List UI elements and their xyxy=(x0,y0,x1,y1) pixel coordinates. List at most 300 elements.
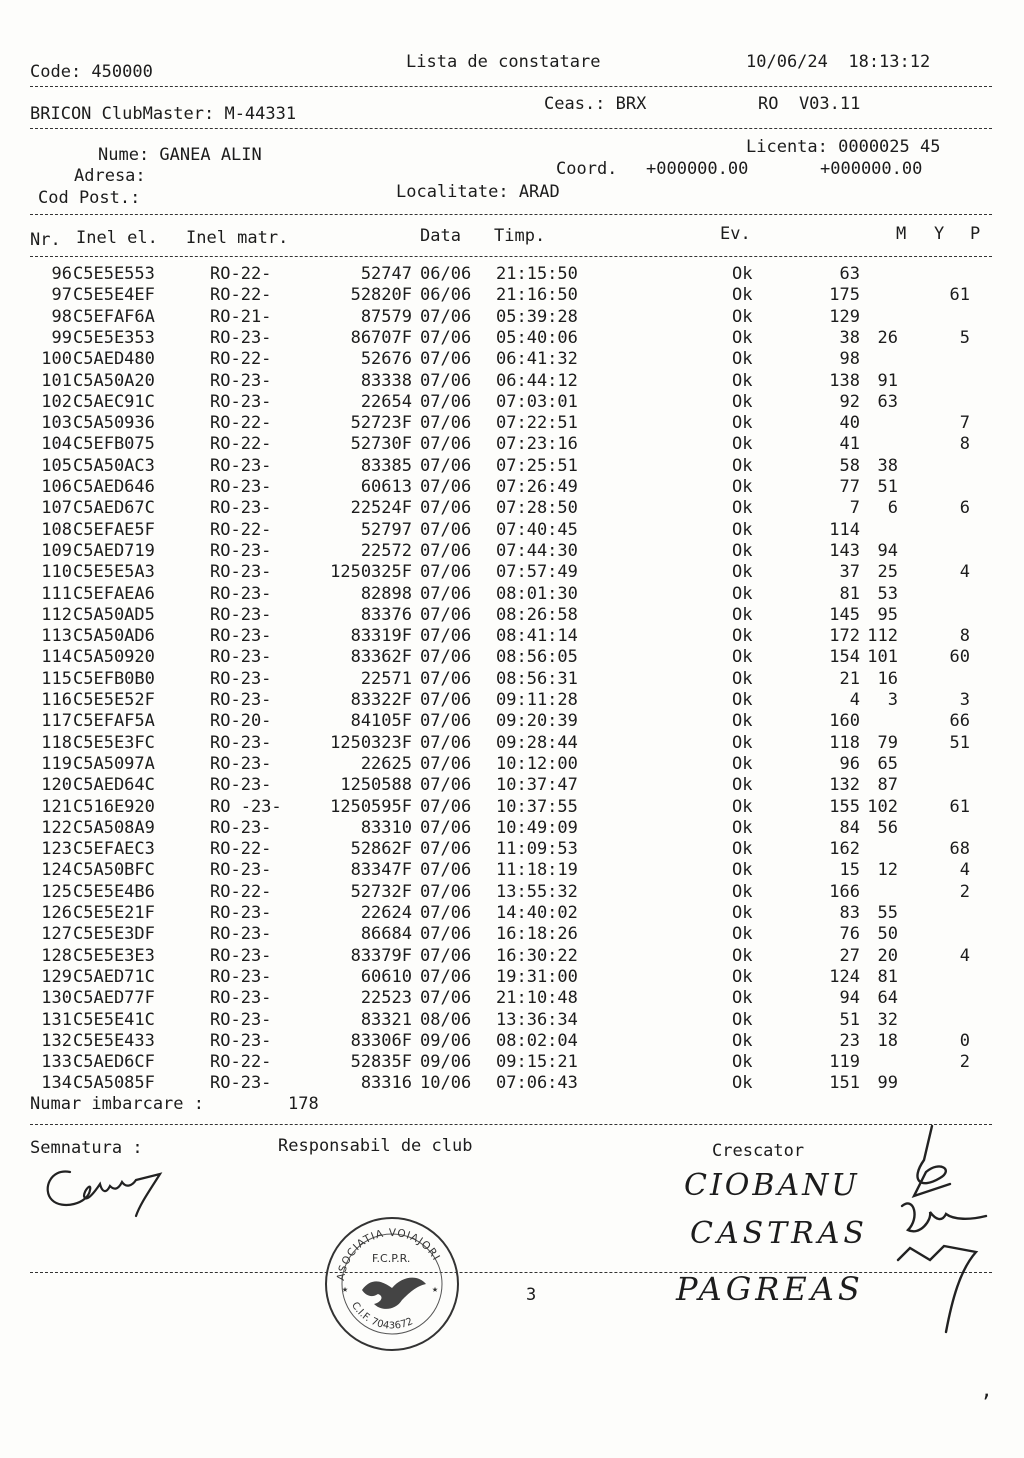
cell-date: 07/06 xyxy=(420,349,472,370)
boarded-count-label: Numar imbarcare : xyxy=(30,1094,204,1114)
table-row xyxy=(0,285,1024,306)
table-row xyxy=(0,349,1024,370)
cell-num: 83322F xyxy=(350,690,412,710)
cell-m: 96 xyxy=(839,753,860,774)
coord-x: +000000.00 xyxy=(646,159,749,179)
table-row xyxy=(0,690,1024,711)
cell-el: C5AED67C xyxy=(73,498,155,519)
cell-y: 112 xyxy=(867,626,898,647)
cell-ev: Ok xyxy=(732,562,753,583)
cell-el: C5A50A20 xyxy=(73,370,155,391)
table-row xyxy=(0,371,1024,392)
cell-m: 118 xyxy=(829,732,860,753)
cell-time: 08:56:05 xyxy=(496,647,578,668)
cell-date: 07/06 xyxy=(420,562,472,583)
table-row xyxy=(0,754,1024,775)
cell-m: 37 xyxy=(839,562,860,583)
cell-date: 07/06 xyxy=(420,817,472,838)
cell-m: 160 xyxy=(829,711,860,732)
table-row xyxy=(0,307,1024,328)
cell-date: 09/06 xyxy=(420,1030,472,1051)
cell-nr: 126 xyxy=(41,903,72,923)
cell-num: 52862F xyxy=(350,839,412,860)
cell-el: C5A50AD5 xyxy=(73,604,155,625)
cell-time: 09:28:44 xyxy=(496,732,578,753)
cell-nr: 100 xyxy=(41,349,72,370)
cell-m: 98 xyxy=(839,349,860,370)
address-label: Adresa: xyxy=(74,166,146,186)
cell-num: 1250323F xyxy=(330,732,412,753)
cell-y: 65 xyxy=(877,753,898,774)
cell-nr: 106 xyxy=(41,477,72,497)
cell-date: 07/06 xyxy=(420,647,472,668)
cell-y: 94 xyxy=(877,540,898,561)
cell-ro: RO-23- xyxy=(210,945,272,966)
cell-m: 77 xyxy=(839,477,860,497)
col-header-nr: Nr. xyxy=(30,230,61,250)
cell-y: 56 xyxy=(877,817,898,838)
cell-num: 83310 xyxy=(360,817,412,838)
cell-el: C5E5E353 xyxy=(73,327,155,348)
cell-ev: Ok xyxy=(732,860,753,881)
cell-m: 151 xyxy=(829,1073,860,1094)
cell-ro: RO-23- xyxy=(210,690,272,710)
table-row xyxy=(0,520,1024,541)
cell-date: 08/06 xyxy=(420,1009,472,1030)
cell-date: 10/06 xyxy=(420,1073,472,1094)
cell-m: 119 xyxy=(829,1052,860,1073)
cell-ev: Ok xyxy=(732,753,753,774)
table-row xyxy=(0,477,1024,498)
cell-el: C5E5E3FC xyxy=(73,732,155,753)
cell-el: C5E5E52F xyxy=(73,690,155,710)
cell-m: 162 xyxy=(829,839,860,860)
cell-ev: Ok xyxy=(732,370,753,391)
cell-date: 06/06 xyxy=(420,264,472,284)
cell-y: 64 xyxy=(877,988,898,1009)
cell-ev: Ok xyxy=(732,477,753,497)
cell-ev: Ok xyxy=(732,434,753,455)
cell-ro: RO-20- xyxy=(210,711,272,732)
handwritten-initials xyxy=(880,1120,1000,1340)
cell-m: 58 xyxy=(839,455,860,476)
cell-num: 52676 xyxy=(360,349,412,370)
svg-text:F.C.P.R.: F.C.P.R. xyxy=(372,1252,411,1265)
cell-y: 63 xyxy=(877,391,898,412)
cell-m: 154 xyxy=(829,647,860,668)
cell-ro: RO-23- xyxy=(210,860,272,881)
table-row xyxy=(0,860,1024,881)
cell-num: 82898 xyxy=(360,583,412,604)
separator-line xyxy=(30,128,992,129)
cell-ev: Ok xyxy=(732,327,753,348)
cell-ro: RO-23- xyxy=(210,817,272,838)
cell-ro: RO-23- xyxy=(210,732,272,753)
cell-y: 32 xyxy=(877,1009,898,1030)
cell-ro: RO-23- xyxy=(210,583,272,604)
cell-ev: Ok xyxy=(732,668,753,689)
ink-mark: ʼ xyxy=(980,1390,993,1414)
cell-el: C5A50AD6 xyxy=(73,626,155,647)
cell-ro: RO-23- xyxy=(210,988,272,1009)
table-row xyxy=(0,1073,1024,1094)
cell-p: 4 xyxy=(959,562,970,583)
cell-nr: 112 xyxy=(41,604,72,625)
cell-m: 27 xyxy=(839,945,860,966)
cell-nr: 110 xyxy=(41,562,72,583)
cell-ro: RO-21- xyxy=(210,306,272,327)
cell-nr: 128 xyxy=(41,945,72,966)
cell-num: 83362F xyxy=(350,647,412,668)
cell-el: C5A5097A xyxy=(73,753,155,774)
cell-nr: 129 xyxy=(41,966,72,987)
cell-date: 07/06 xyxy=(420,306,472,327)
cell-el: C5AED6CF xyxy=(73,1052,155,1073)
cell-time: 21:16:50 xyxy=(496,285,578,306)
col-header-data: Data xyxy=(420,226,461,246)
cell-nr: 96 xyxy=(51,264,72,284)
cell-num: 86684 xyxy=(360,924,412,945)
svg-text:★: ★ xyxy=(342,1284,349,1295)
cell-time: 07:03:01 xyxy=(496,391,578,412)
table-row xyxy=(0,988,1024,1009)
coord-y: +000000.00 xyxy=(820,159,923,179)
cell-num: 52835F xyxy=(350,1052,412,1073)
cell-ev: Ok xyxy=(732,285,753,306)
cell-ro: RO -23- xyxy=(210,796,282,817)
cell-time: 06:44:12 xyxy=(496,370,578,391)
cell-el: C5EFAF6A xyxy=(73,306,155,327)
cell-num: 86707F xyxy=(350,327,412,348)
cell-m: 175 xyxy=(829,285,860,306)
cell-nr: 133 xyxy=(41,1052,72,1073)
cell-ro: RO-23- xyxy=(210,391,272,412)
cell-el: C5A50936 xyxy=(73,413,155,434)
table-row xyxy=(0,605,1024,626)
cell-el: C5A508A9 xyxy=(73,817,155,838)
cell-p: 7 xyxy=(959,413,970,434)
cell-nr: 127 xyxy=(41,924,72,945)
cell-date: 07/06 xyxy=(420,434,472,455)
cell-y: 3 xyxy=(887,690,898,710)
cell-nr: 119 xyxy=(41,753,72,774)
cell-p: 60 xyxy=(949,647,970,668)
owner-name: Nume: GANEA ALIN xyxy=(98,145,262,165)
cell-m: 7 xyxy=(849,498,860,519)
cell-time: 10:12:00 xyxy=(496,753,578,774)
cell-time: 11:09:53 xyxy=(496,839,578,860)
cell-ro: RO-23- xyxy=(210,604,272,625)
separator-line xyxy=(30,1272,992,1273)
cell-el: C5AED646 xyxy=(73,477,155,497)
cell-date: 07/06 xyxy=(420,860,472,881)
cell-el: C5E5E4EF xyxy=(73,285,155,306)
cell-el: C5A50BFC xyxy=(73,860,155,881)
cell-nr: 105 xyxy=(41,455,72,476)
cell-time: 08:01:30 xyxy=(496,583,578,604)
cell-nr: 99 xyxy=(51,327,72,348)
cell-m: 84 xyxy=(839,817,860,838)
cell-time: 08:41:14 xyxy=(496,626,578,647)
cell-time: 08:56:31 xyxy=(496,668,578,689)
cell-y: 16 xyxy=(877,668,898,689)
cell-date: 07/06 xyxy=(420,519,472,540)
cell-m: 76 xyxy=(839,924,860,945)
cell-p: 2 xyxy=(959,881,970,902)
cell-num: 1250595F xyxy=(330,796,412,817)
cell-ro: RO-22- xyxy=(210,434,272,455)
cell-date: 07/06 xyxy=(420,839,472,860)
cell-ev: Ok xyxy=(732,966,753,987)
cell-y: 25 xyxy=(877,562,898,583)
cell-ev: Ok xyxy=(732,839,753,860)
version-label: RO V03.11 xyxy=(758,94,861,114)
cell-ev: Ok xyxy=(732,903,753,923)
association-stamp xyxy=(322,1214,462,1354)
cell-time: 07:28:50 xyxy=(496,498,578,519)
cell-y: 20 xyxy=(877,945,898,966)
cell-date: 07/06 xyxy=(420,370,472,391)
cell-nr: 134 xyxy=(41,1073,72,1094)
cell-y: 55 xyxy=(877,903,898,923)
cell-date: 07/06 xyxy=(420,711,472,732)
table-row xyxy=(0,797,1024,818)
cell-el: C5A50920 xyxy=(73,647,155,668)
cell-nr: 122 xyxy=(41,817,72,838)
table-row xyxy=(0,839,1024,860)
cell-el: C5EFB0B0 xyxy=(73,668,155,689)
cell-num: 22625 xyxy=(360,753,412,774)
cell-nr: 120 xyxy=(41,775,72,796)
table-row xyxy=(0,264,1024,285)
cell-date: 07/06 xyxy=(420,540,472,561)
cell-nr: 118 xyxy=(41,732,72,753)
cell-ev: Ok xyxy=(732,924,753,945)
cell-nr: 131 xyxy=(41,1009,72,1030)
cell-p: 3 xyxy=(959,690,970,710)
table-row xyxy=(0,669,1024,690)
cell-ro: RO-23- xyxy=(210,1030,272,1051)
cell-date: 07/06 xyxy=(420,775,472,796)
cell-time: 09:20:39 xyxy=(496,711,578,732)
cell-y: 101 xyxy=(867,647,898,668)
cell-m: 21 xyxy=(839,668,860,689)
cell-el: C5E5E21F xyxy=(73,903,155,923)
cell-num: 60613 xyxy=(360,477,412,497)
cell-y: 12 xyxy=(877,860,898,881)
cell-ev: Ok xyxy=(732,690,753,710)
cell-p: 5 xyxy=(959,327,970,348)
cell-date: 07/06 xyxy=(420,881,472,902)
table-row xyxy=(0,818,1024,839)
handwritten-signature xyxy=(40,1160,170,1220)
cell-nr: 132 xyxy=(41,1030,72,1051)
cell-date: 07/06 xyxy=(420,903,472,923)
cell-m: 51 xyxy=(839,1009,860,1030)
cell-ro: RO-23- xyxy=(210,775,272,796)
table-row xyxy=(0,775,1024,796)
cell-m: 145 xyxy=(829,604,860,625)
cell-num: 22523 xyxy=(360,988,412,1009)
table-row xyxy=(0,882,1024,903)
cell-el: C5AED719 xyxy=(73,540,155,561)
cell-time: 10:37:47 xyxy=(496,775,578,796)
cell-nr: 130 xyxy=(41,988,72,1009)
cell-time: 13:36:34 xyxy=(496,1009,578,1030)
cell-el: C5E5E433 xyxy=(73,1030,155,1051)
cell-date: 07/06 xyxy=(420,732,472,753)
cell-el: C5AEC91C xyxy=(73,391,155,412)
cell-time: 08:02:04 xyxy=(496,1030,578,1051)
cell-ev: Ok xyxy=(732,349,753,370)
cell-time: 09:11:28 xyxy=(496,690,578,710)
cell-ev: Ok xyxy=(732,540,753,561)
cell-ro: RO-23- xyxy=(210,903,272,923)
cell-num: 83347F xyxy=(350,860,412,881)
cell-date: 07/06 xyxy=(420,753,472,774)
cell-nr: 125 xyxy=(41,881,72,902)
breeder-label: Crescator xyxy=(712,1141,805,1161)
cell-date: 07/06 xyxy=(420,327,472,348)
cell-m: 40 xyxy=(839,413,860,434)
cell-ev: Ok xyxy=(732,413,753,434)
cell-m: 63 xyxy=(839,264,860,284)
cell-nr: 117 xyxy=(41,711,72,732)
cell-m: 81 xyxy=(839,583,860,604)
cell-date: 07/06 xyxy=(420,966,472,987)
cell-time: 07:23:16 xyxy=(496,434,578,455)
col-header-y: Y xyxy=(934,224,945,244)
cell-num: 83316 xyxy=(360,1073,412,1094)
col-header-inel-matr: Inel matr. xyxy=(186,228,289,248)
cell-num: 22571 xyxy=(360,668,412,689)
cell-ev: Ok xyxy=(732,647,753,668)
cell-num: 1250325F xyxy=(330,562,412,583)
cell-time: 07:26:49 xyxy=(496,477,578,497)
cell-ro: RO-22- xyxy=(210,1052,272,1073)
cell-y: 26 xyxy=(877,327,898,348)
cell-ro: RO-22- xyxy=(210,881,272,902)
cell-el: C5A50AC3 xyxy=(73,455,155,476)
cell-p: 61 xyxy=(949,285,970,306)
cell-p: 66 xyxy=(949,711,970,732)
cell-ro: RO-23- xyxy=(210,668,272,689)
page-number: 3 xyxy=(526,1285,537,1305)
cell-ev: Ok xyxy=(732,583,753,604)
cell-time: 10:49:09 xyxy=(496,817,578,838)
cell-m: 41 xyxy=(839,434,860,455)
cell-m: 143 xyxy=(829,540,860,561)
table-row xyxy=(0,392,1024,413)
cell-date: 07/06 xyxy=(420,604,472,625)
svg-text:ASOCIATIA VOIAJORI: ASOCIATIA VOIAJORI xyxy=(335,1226,443,1282)
cell-y: 38 xyxy=(877,455,898,476)
separator-line xyxy=(30,86,992,87)
code-label: Code: 450000 xyxy=(30,62,153,82)
cell-time: 07:40:45 xyxy=(496,519,578,540)
handwritten-name-2: CASTRAS xyxy=(690,1216,868,1251)
cell-p: 2 xyxy=(959,1052,970,1073)
cell-time: 07:06:43 xyxy=(496,1073,578,1094)
cell-ev: Ok xyxy=(732,626,753,647)
clock-id: Ceas.: BRX xyxy=(544,94,647,114)
cell-el: C5EFB075 xyxy=(73,434,155,455)
cell-num: 83319F xyxy=(350,626,412,647)
cell-time: 05:40:06 xyxy=(496,327,578,348)
cell-num: 22524F xyxy=(350,498,412,519)
table-row xyxy=(0,498,1024,519)
cell-m: 124 xyxy=(829,966,860,987)
cell-date: 06/06 xyxy=(420,285,472,306)
cell-ev: Ok xyxy=(732,945,753,966)
cell-el: C5E5E3E3 xyxy=(73,945,155,966)
cell-num: 84105F xyxy=(350,711,412,732)
cell-nr: 116 xyxy=(41,690,72,710)
cell-ev: Ok xyxy=(732,604,753,625)
cell-el: C5AED71C xyxy=(73,966,155,987)
cell-time: 16:18:26 xyxy=(496,924,578,945)
table-row xyxy=(0,413,1024,434)
svg-text:★: ★ xyxy=(432,1284,439,1295)
cell-num: 83321 xyxy=(360,1009,412,1030)
cell-el: C5AED77F xyxy=(73,988,155,1009)
table-row xyxy=(0,924,1024,945)
cell-y: 79 xyxy=(877,732,898,753)
cell-nr: 113 xyxy=(41,626,72,647)
cell-ev: Ok xyxy=(732,881,753,902)
svg-text:C.I.F. 7043672: C.I.F. 7043672 xyxy=(348,1300,415,1332)
cell-el: C5E5E553 xyxy=(73,264,155,284)
col-header-timp: Timp. xyxy=(494,226,546,246)
cell-p: 51 xyxy=(949,732,970,753)
cell-num: 52732F xyxy=(350,881,412,902)
table-row xyxy=(0,946,1024,967)
cell-ev: Ok xyxy=(732,455,753,476)
cell-y: 102 xyxy=(867,796,898,817)
table-row xyxy=(0,456,1024,477)
cell-p: 6 xyxy=(959,498,970,519)
cell-ev: Ok xyxy=(732,264,753,284)
table-row xyxy=(0,328,1024,349)
cell-ev: Ok xyxy=(732,775,753,796)
cell-ev: Ok xyxy=(732,711,753,732)
cell-ev: Ok xyxy=(732,796,753,817)
cell-num: 52723F xyxy=(350,413,412,434)
cell-ro: RO-23- xyxy=(210,647,272,668)
cell-y: 95 xyxy=(877,604,898,625)
cell-num: 87579 xyxy=(360,306,412,327)
table-row xyxy=(0,733,1024,754)
cell-nr: 111 xyxy=(41,583,72,604)
cell-num: 22572 xyxy=(360,540,412,561)
cell-num: 52797 xyxy=(360,519,412,540)
cell-time: 11:18:19 xyxy=(496,860,578,881)
table-row xyxy=(0,647,1024,668)
cell-date: 07/06 xyxy=(420,796,472,817)
cell-ev: Ok xyxy=(732,306,753,327)
cell-ev: Ok xyxy=(732,519,753,540)
cell-date: 07/06 xyxy=(420,945,472,966)
cell-time: 09:15:21 xyxy=(496,1052,578,1073)
cell-el: C5E5E41C xyxy=(73,1009,155,1030)
club-responsible-label: Responsabil de club xyxy=(278,1136,473,1156)
cell-time: 07:22:51 xyxy=(496,413,578,434)
cell-ev: Ok xyxy=(732,391,753,412)
cell-m: 129 xyxy=(829,306,860,327)
cell-num: 52747 xyxy=(360,264,412,284)
handwritten-name-1: CIOBANU xyxy=(684,1168,860,1203)
cell-date: 07/06 xyxy=(420,690,472,710)
